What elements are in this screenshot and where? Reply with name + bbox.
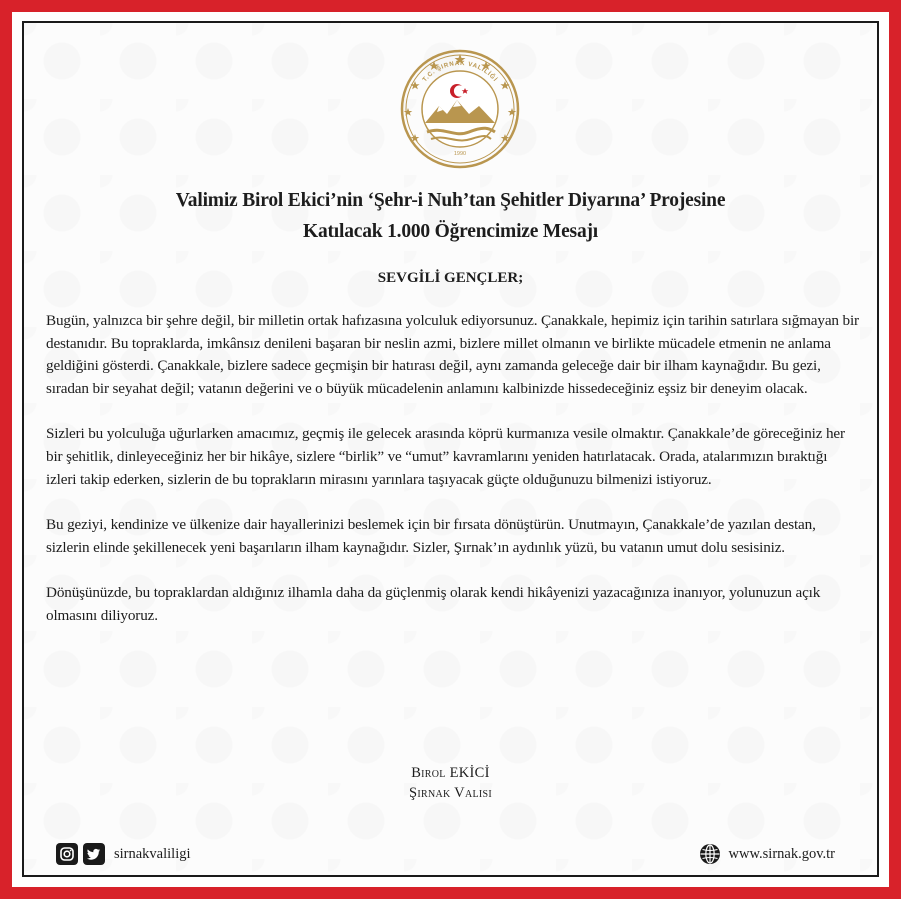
signature-block — [24, 763, 877, 803]
svg-text:1990: 1990 — [453, 151, 467, 157]
paragraph-1: Bugün, yalnızca bir şehre değil, bir milletin ortak hafızasına yolculuk ediyorsunuz. Çanakkale, hepimiz için tarihin satırlara sığmayan bir destanıdır. Bu topraklarda, imkânsız denileni başaran bir neslin azmi, bizlere millet olmanın ve birlikte mücadele etmenin ne anlama geldiğini gösterdi. Çanakkale, bizlere sadece geçmişin bir hatırası değil, aynı zamanda geleceğe dair bir ilham kaynağıdır. Bu gezi, sıradan bir seyahat değil; vatanın değerini ve o büyük mücadelenin anlamını kalbinizde hissedeceğiniz eşsiz bir deneyim olacak. — [46, 312, 859, 397]
website-url[interactable]: www.sirnak.gov.tr — [728, 845, 835, 862]
social-links — [56, 843, 191, 865]
globe-icon — [699, 843, 721, 865]
svg-text:T.C. ŞIRNAK VALİLİĞİ: T.C. ŞIRNAK VALİLİĞİ — [421, 59, 499, 84]
twitter-icon[interactable] — [83, 843, 105, 865]
letter-title — [44, 185, 857, 247]
social-handle[interactable]: sirnakvaliligi — [114, 845, 191, 862]
paragraph-2: Sizleri bu yolculuğa uğurlarken amacımız, geçmiş ile gelecek arasında köprü kurmanıza vesile olmaktır. Çanakkale’de göreceğiniz her bir şehitlik, dinleyeceğiniz her bir hikâye, sizlere “birlik” ve “umut” kavramlarını yeniden hatırlatacak. Orada, atalarımızın bıraktığı izleri takip ederken, sizlerin de bu toprakların mirasını yarınlara taşıyacak güçte olduğunuzu bilmenizi istiyoruz. — [46, 425, 845, 488]
paragraph-4: Dönüşünüzde, bu topraklardan aldığınız ilhamla daha da güçlenmiş olarak kendi hikâyenizi yazacağınıza inanıyor, yolunuzun açık olmasını diliyoruz. — [46, 584, 821, 624]
sirnak-governorship-seal — [399, 48, 521, 170]
content-border — [22, 21, 879, 877]
signatory-role: Şırnak Valisi — [408, 785, 492, 801]
signatory-name: Birol EKİCİ — [411, 765, 490, 781]
paragraph-3: Bu geziyi, kendinize ve ülkenize dair hayallerinizi beslemek için bir fırsata dönüştürün. Unutmayın, Çanakkale’de yazılan destan, sizlerin elinde şekillenecek yeni başarıların ilham kaynağıdır. Sizler, Şırnak’ın aydınlık yüzü, bu vatanın umut dolu sesisiniz. — [46, 516, 816, 556]
title-line-1: Valimiz Birol Ekici’nin ‘Şehr-i Nuh’tan Şehitler Diyarına’ Projesine — [175, 190, 726, 211]
greeting: SEVGİLİ GENÇLER; — [377, 270, 524, 286]
instagram-icon[interactable] — [56, 843, 78, 865]
poster-frame — [12, 12, 889, 887]
website-link — [699, 843, 835, 865]
title-line-2: Katılacak 1.000 Öğrencimize Mesajı — [302, 221, 599, 242]
letter-body — [46, 310, 859, 651]
